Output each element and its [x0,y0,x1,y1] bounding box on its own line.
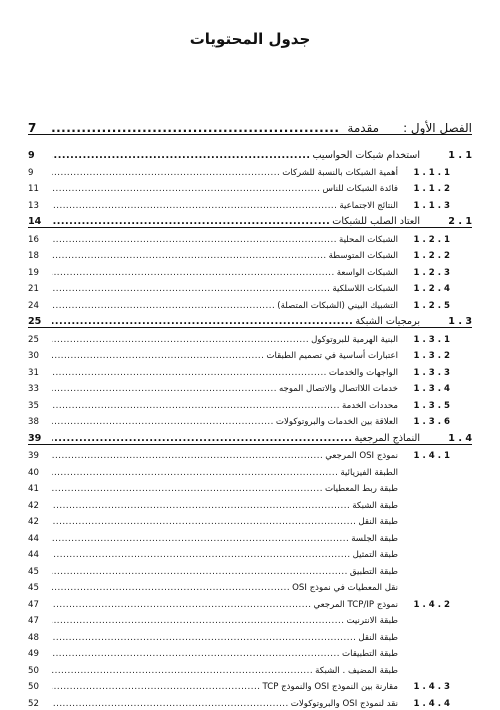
toc-entry[interactable] [28,261,472,278]
entry-page-number: 38 [28,417,39,428]
entry-title: التشبيك البيني (الشبكات المتصلة) [277,300,398,311]
leader-dots [52,469,338,478]
entry-page-number: 39 [28,451,39,462]
entry-title: العتاد الصلب للشبكات [332,216,420,228]
entry-page-number: 42 [28,517,39,528]
entry-page-number: 44 [28,550,39,561]
toc-entry[interactable] [28,328,472,345]
entry-page-number: 45 [28,566,39,577]
entry-page-number: 35 [28,400,39,411]
entry-title: الشبكات المحلية [338,234,398,245]
toc-entry[interactable] [28,610,472,627]
entry-number: 1 . 2 [448,216,472,228]
toc-entry[interactable] [28,692,472,709]
entry-title: طبقة ربط المعطيات [324,484,398,495]
toc-entry[interactable] [28,577,472,594]
leader-dots [52,369,327,378]
leader-dots [52,236,337,245]
leader-dots [52,418,274,427]
entry-title: استخدام شبكات الحواسيب [312,150,420,162]
entry-page-number: 48 [28,632,39,643]
page-title: جدول المحتويات [189,30,311,48]
leader-dots [52,634,356,643]
chapter-label: الفصل الأول : [403,121,472,135]
entry-title: برمجيات الشبكة [355,316,420,328]
leader-dots [52,518,356,527]
chapter-title: مقدمة [347,121,380,135]
entry-number: 1 . 3 . 1 [413,334,450,345]
entry-number: 6 . 3 . 1 [413,417,450,428]
entry-page-number: 9 [28,150,35,162]
entry-number: 1 . 1 . 1 [413,167,450,178]
toc-entries [28,135,472,709]
entry-title: نقد لنموذج OSI والبروتوكولات [290,698,398,709]
toc-entry[interactable] [28,311,472,329]
leader-dots [52,485,323,494]
leader-dots [52,269,335,278]
toc-entry[interactable] [28,659,472,676]
entry-title: الطبقة الفيزيائية [340,467,398,478]
entry-page-number: 19 [28,267,39,278]
entry-title: طبقة المضيف . الشبكة [315,665,398,676]
toc-entry[interactable] [28,245,472,262]
entry-number: 2 . 2 . 1 [413,251,450,262]
entry-title: طبقة التمثيل [352,550,398,561]
leader-dots [52,285,330,294]
entry-page-number: 11 [28,184,39,195]
entry-page-number: 21 [28,284,39,295]
leader-dots [52,601,311,610]
entry-number: 4 . 2 . 1 [413,284,450,295]
entry-page-number: 39 [28,432,42,444]
entry-page-number: 30 [28,351,39,362]
entry-number: 3 . 4 . 1 [413,682,450,693]
entry-page-number: 42 [28,500,39,511]
entry-page-number: 14 [28,216,42,228]
entry-page-number: 24 [28,300,39,311]
toc-entry[interactable] [28,361,472,378]
leader-dots [52,169,280,178]
entry-title: الواجهات والخدمات [328,367,398,378]
entry-title: الشبكات اللاسلكية [332,284,398,295]
toc-entry[interactable] [28,228,472,245]
entry-number: 4 . 4 . 1 [413,698,450,709]
entry-title: اعتبارات أساسية في تصميم الطبقات [266,351,398,362]
entry-title: طبقة الجلسة [351,533,398,544]
entry-page-number: 9 [28,167,34,178]
entry-title: نموذج OSI المرجعي [325,451,398,462]
leader-dots [52,202,337,211]
leader-dots [52,385,277,394]
entry-title: طبقة الشبكة [352,500,398,511]
entry-page-number: 47 [28,616,39,627]
leader-dots [52,568,348,577]
entry-page-number: 47 [28,599,39,610]
entry-page-number: 31 [28,367,39,378]
toc-entry[interactable] [28,194,472,211]
entry-number: 5 . 3 . 1 [413,400,450,411]
entry-page-number: 50 [28,682,39,693]
leader-dots [52,252,327,261]
toc-entry[interactable] [28,161,472,178]
entry-page-number: 52 [28,698,39,709]
toc-entry[interactable] [28,560,472,577]
entry-number: 4 . 3 . 1 [413,384,450,395]
entry-title: فائدة الشبكات للناس [322,184,398,195]
entry-page-number: 49 [28,649,39,660]
entry-page-number: 13 [28,200,39,211]
leader-dots [52,700,289,709]
entry-number: 2 . 1 . 1 [413,184,450,195]
toc-entry[interactable] [28,544,472,561]
leader-dots [52,185,321,194]
toc-entry[interactable] [28,527,472,544]
leader-dots [52,402,340,411]
chapter-heading[interactable] [28,107,472,135]
toc-entry[interactable] [28,593,472,610]
entry-title: النماذج المرجعية [354,432,420,444]
toc-entry[interactable] [28,478,472,495]
entry-number: 5 . 2 . 1 [413,300,450,311]
leader-dots [52,352,264,361]
toc-entry[interactable] [28,676,472,693]
toc-entry[interactable] [28,445,472,462]
entry-number: 1 . 4 . 1 [413,451,450,462]
entry-number: 2 . 4 . 1 [413,599,450,610]
entry-title: طبقة النقل [358,517,398,528]
entry-page-number: 33 [28,384,39,395]
toc-entry[interactable] [28,135,472,161]
entry-page-number: 18 [28,251,39,262]
leader-dots [52,667,313,676]
entry-number: 2 . 3 . 1 [413,351,450,362]
entry-title: البنية الهرمية للبروتوكول [311,334,398,345]
toc-entry[interactable] [28,394,472,411]
entry-page-number: 25 [28,334,39,345]
toc-entry[interactable] [28,427,472,445]
leader-dots [52,551,351,560]
leader-dots [52,151,311,161]
leader-dots [52,584,290,593]
entry-number: 1 . 2 . 1 [413,234,450,245]
toc-entry[interactable] [28,626,472,643]
entry-number: 3 . 3 . 1 [413,367,450,378]
toc-entry[interactable] [28,211,472,229]
leader-dots [52,650,340,659]
entry-page-number: 45 [28,583,39,594]
leader-dots [52,683,260,692]
toc-entry[interactable] [28,461,472,478]
entry-title: مقارنة بين النموذج OSI والنموذج TCP [262,682,398,693]
entry-number: 3 . 1 . 1 [413,200,450,211]
entry-number: 3 . 2 . 1 [413,267,450,278]
entry-title: الشبكات الواسعة [336,267,398,278]
entry-title: الشبكات المتوسطة [328,251,398,262]
entry-page-number: 44 [28,533,39,544]
leader-dots [52,302,275,311]
leader-dots [52,217,330,227]
entry-page-number: 41 [28,484,39,495]
entry-page-number: 16 [28,234,39,245]
entry-title: طبقة التطبيق [349,566,398,577]
entry-number: 4 . 1 [448,432,472,444]
toc-entry[interactable] [28,494,472,511]
entry-title: العلاقة بين الخدمات والبروتوكولات [275,417,398,428]
chapter-page-number: 7 [28,121,37,135]
entry-title: طبقة التطبيقات [341,649,398,660]
entry-title: خدمات اللااتصال والاتصال الموجه [278,384,398,395]
entry-number: 3 . 1 [448,316,472,328]
entry-title: أهمية الشبكات بالنسبة للشركات [282,167,398,178]
entry-page-number: 25 [28,316,42,328]
leader-dots [52,336,309,345]
leader-dots [52,452,323,461]
entry-title: طبقة الانترنيت [346,616,398,627]
toc-entry[interactable] [28,278,472,295]
toc-entry[interactable] [28,643,472,660]
toc-entry[interactable] [28,511,472,528]
toc-entry[interactable] [28,411,472,428]
entry-number: 1 . 1 [448,150,472,162]
entry-page-number: 40 [28,467,39,478]
entry-title: محددات الخدمة [342,400,398,411]
leader-dots [52,434,353,444]
leader-dots [52,122,339,134]
toc-entry[interactable] [28,178,472,195]
leader-dots [52,317,353,327]
entry-title: نقل المعطيات في نموذج OSI [292,583,398,594]
table-of-contents [28,107,472,709]
toc-entry[interactable] [28,345,472,362]
toc-entry[interactable] [28,378,472,395]
entry-title: طبقة النقل [358,632,398,643]
leader-dots [52,502,350,511]
entry-page-number: 50 [28,665,39,676]
toc-entry[interactable] [28,294,472,311]
entry-title: النتائج الاجتماعية [339,200,398,211]
leader-dots [52,535,349,544]
entry-title: نموذج TCP/IP المرجعي [313,599,398,610]
leader-dots [52,617,344,626]
